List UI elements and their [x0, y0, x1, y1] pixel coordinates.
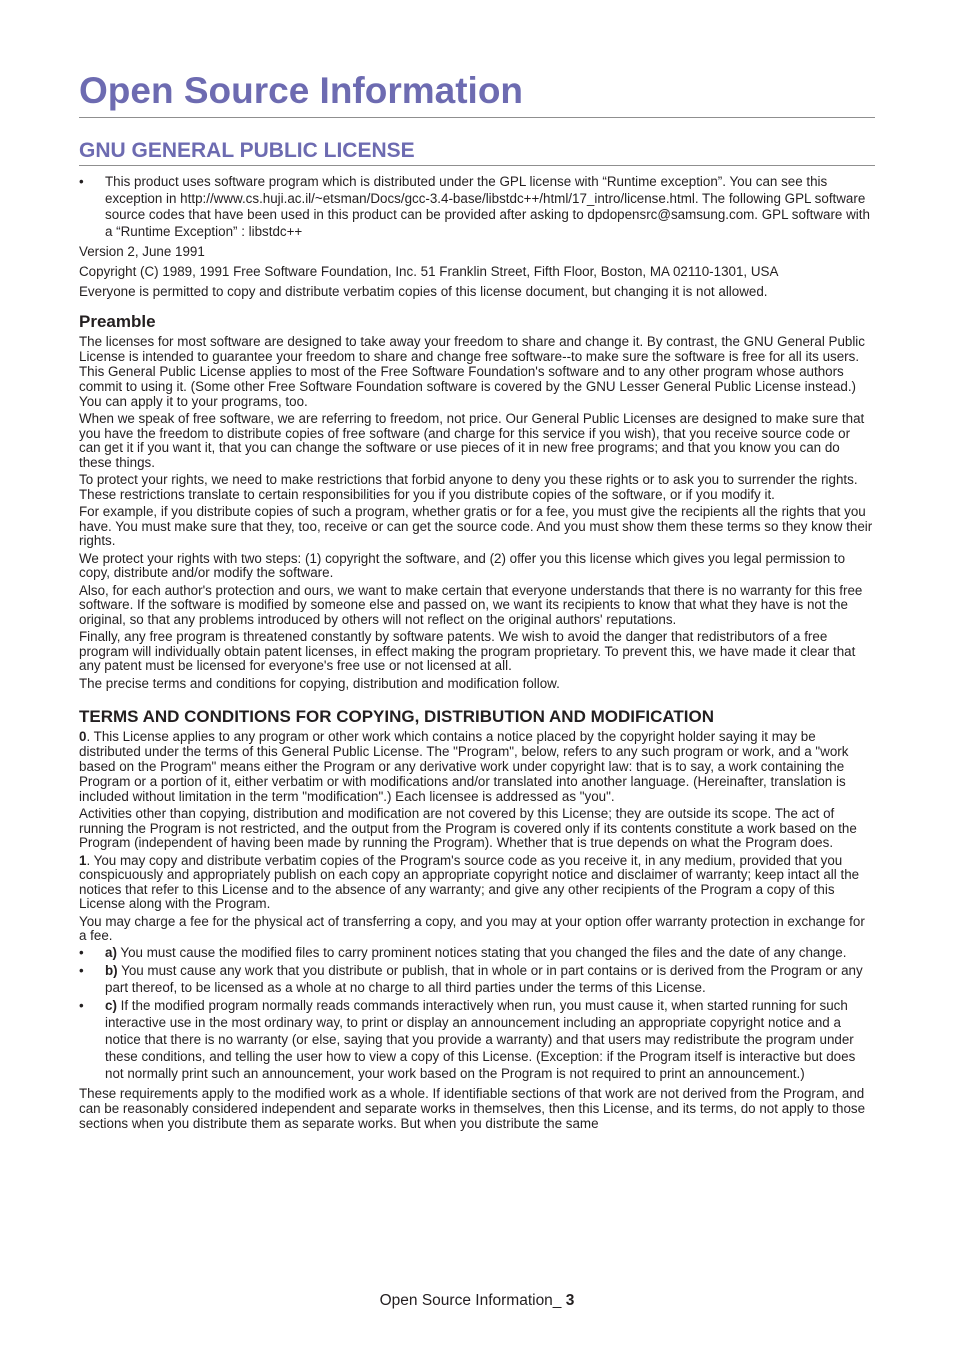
permission-line: Everyone is permitted to copy and distribute verbatim copies of this license document, but changing it is not allowed.	[79, 284, 768, 299]
bullet-icon: •	[79, 944, 84, 960]
item-label: b)	[105, 962, 118, 978]
term-number: 1	[79, 852, 87, 868]
preamble-paragraph: Finally, any free program is threatened constantly by software patents. We wish to avoid the danger that redistributors of a free program will individually obtain patent licenses, in effect making the program proprietary. To prevent this, we have made it clear that any patent must be licensed for everyone's free use or not licensed at all.	[79, 629, 856, 673]
section-heading-gpl: GNU GENERAL PUBLIC LICENSE	[79, 138, 875, 166]
list-item	[79, 174, 875, 240]
page-number: 3	[565, 1292, 575, 1309]
preamble-paragraph: The precise terms and conditions for copying, distribution and modification follow.	[79, 675, 560, 691]
list-item	[79, 962, 875, 996]
terms-heading: TERMS AND CONDITIONS FOR COPYING, DISTRIBUTION AND MODIFICATION	[79, 707, 714, 726]
copyright-line: Copyright (C) 1989, 1991 Free Software Foundation, Inc. 51 Franklin Street, Fifth Floor, Boston, MA 02110-1301, USA	[79, 264, 779, 279]
preamble-heading: Preamble	[79, 312, 156, 331]
requirements-paragraph: These requirements apply to the modified work as a whole. If identifiable sections of that work are not derived from the Program, and can be reasonably considered independent and separate works in themselves, then this License, and its terms, do not apply to those sections when you distribute them as separate works. But when you distribute the same	[79, 1085, 866, 1131]
version-line: Version 2, June 1991	[79, 244, 205, 259]
preamble-paragraph: When we speak of free software, we are referring to freedom, not price. Our General Public Licenses are designed to make sure that you have the freedom to distribute copies of free software (and charge for this service if you wish), that you receive source code or can get it if you want it, that you can change the software or use pieces of it in new free programs; and that you know you can do these things.	[79, 411, 865, 470]
preamble-paragraph: We protect your rights with two steps: (1) copyright the software, and (2) offer you this license which gives you legal permission to copy, distribute and/or modify the software.	[79, 550, 846, 580]
item-text: You must cause any work that you distribute or publish, that in whole or in part contains or is derived from the Program or any part thereof, to be licensed as a whole at no charge to all third parties under the terms of this License.	[105, 962, 863, 995]
term-1-text: . You may copy and distribute verbatim copies of the Program's source code as you receive it, in any medium, provided that you conspicuously and appropriately publish on each copy an appropriate copyright notice and disclaimer of warranty; keep intact all the notices that refer to this License and to the absence of any warranty; and give any other recipients of the Program a copy of this License along with the Program.	[79, 852, 860, 911]
list-item	[79, 944, 875, 961]
preamble-paragraph: For example, if you distribute copies of such a program, whether gratis or for a fee, you must give the recipients all the rights that you have. You must make sure that they, too, receive or can get the source code. And you must show them these terms so they know their rights.	[79, 504, 873, 548]
modification-list	[79, 944, 875, 1082]
document-page	[79, 68, 875, 1131]
preamble-paragraph: Also, for each author's protection and ours, we want to make certain that everyone understands that there is no warranty for this free software. If the software is modified by someone else and passed on, we want its recipients to know that what they have is not the original, so that any problems introduced by others will not reflect on the original authors' reputations.	[79, 582, 863, 627]
term-0-paragraph	[79, 729, 875, 804]
bullet-icon: •	[79, 997, 84, 1013]
item-text: You must cause the modified files to carry prominent notices stating that you changed the files and the date of any change.	[116, 944, 847, 960]
footer-label: Open Source Information_	[379, 1292, 566, 1309]
activities-paragraph: Activities other than copying, distribution and modification are not covered by this License; they are outside its scope. The act of running the Program is not restricted, and the output from the Program is covered only if its contents constitute a work based on the Program (independent of having been made by running the Program). Whether that is true depends on what the Program does.	[79, 806, 857, 850]
item-label: c)	[105, 997, 117, 1013]
page-footer	[0, 1292, 954, 1310]
bullet-icon: •	[79, 962, 84, 978]
term-1-paragraph	[79, 854, 875, 912]
page-title: Open Source Information	[79, 68, 875, 118]
fee-paragraph: You may charge a fee for the physical act of transferring a copy, and you may at your option offer warranty protection in exchange for a fee.	[79, 913, 865, 943]
bullet-icon: •	[79, 174, 84, 189]
item-text: If the modified program normally reads commands interactively when run, you must cause it, when started running for such interactive use in the most ordinary way, to print or display an announcement including an appropriate copyright notice and a notice that there is no warranty (or else, saying that you provide a warranty) and that users may redistribute the program under these conditions, and telling the user how to view a copy of this License. (Exception: if the Program itself is interactive but does not normally print such an announcement, your work based on the Program is not required to print an announcement.)	[105, 997, 856, 1081]
item-label: a)	[105, 944, 117, 960]
preamble-paragraph: The licenses for most software are designed to take away your freedom to share and change it. By contrast, the GNU General Public License is intended to guarantee your freedom to share and change free software--to make sure the software is free for all its users. This General Public License applies to most of the Free Software Foundation's software and to any other program whose authors commit to using it. (Some other Free Software Foundation software is covered by the GNU Lesser General Public License instead.) You can apply it to your programs, too.	[79, 334, 865, 409]
intro-bullet-list	[79, 174, 875, 240]
term-number: 0	[79, 729, 87, 744]
term-0-text: . This License applies to any program or other work which contains a notice placed by the copyright holder saying it may be distributed under the terms of this General Public License. The "Program", below, refers to any such program or work, and a "work based on the Program" means either the Program or any derivative work under copyright law: that is to say, a work containing the Program or a portion of it, either verbatim or with modifications and/or translated into another language. (Hereinafter, translation is included without limitation in the term "modification".) Each licensee is addressed as "you".	[79, 729, 849, 804]
list-item	[79, 997, 875, 1082]
intro-bullet-text: This product uses software program which is distributed under the GPL license with “Runtime exception”. You can see this exception in http://www.cs.huji.ac.il/~etsman/Docs/gcc-3.4-base/libstdc++/html/17_intro/license.html. The following GPL software source codes that have been used in this product can be provided after asking to dpdopensrc@samsung.com. GPL software with a “Runtime Exception” : libstdc++	[105, 174, 870, 239]
preamble-paragraph: To protect your rights, we need to make restrictions that forbid anyone to deny you these rights or to ask you to surrender the rights. These restrictions translate to certain responsibilities for you if you distribute copies of the software, or if you modify it.	[79, 472, 858, 502]
